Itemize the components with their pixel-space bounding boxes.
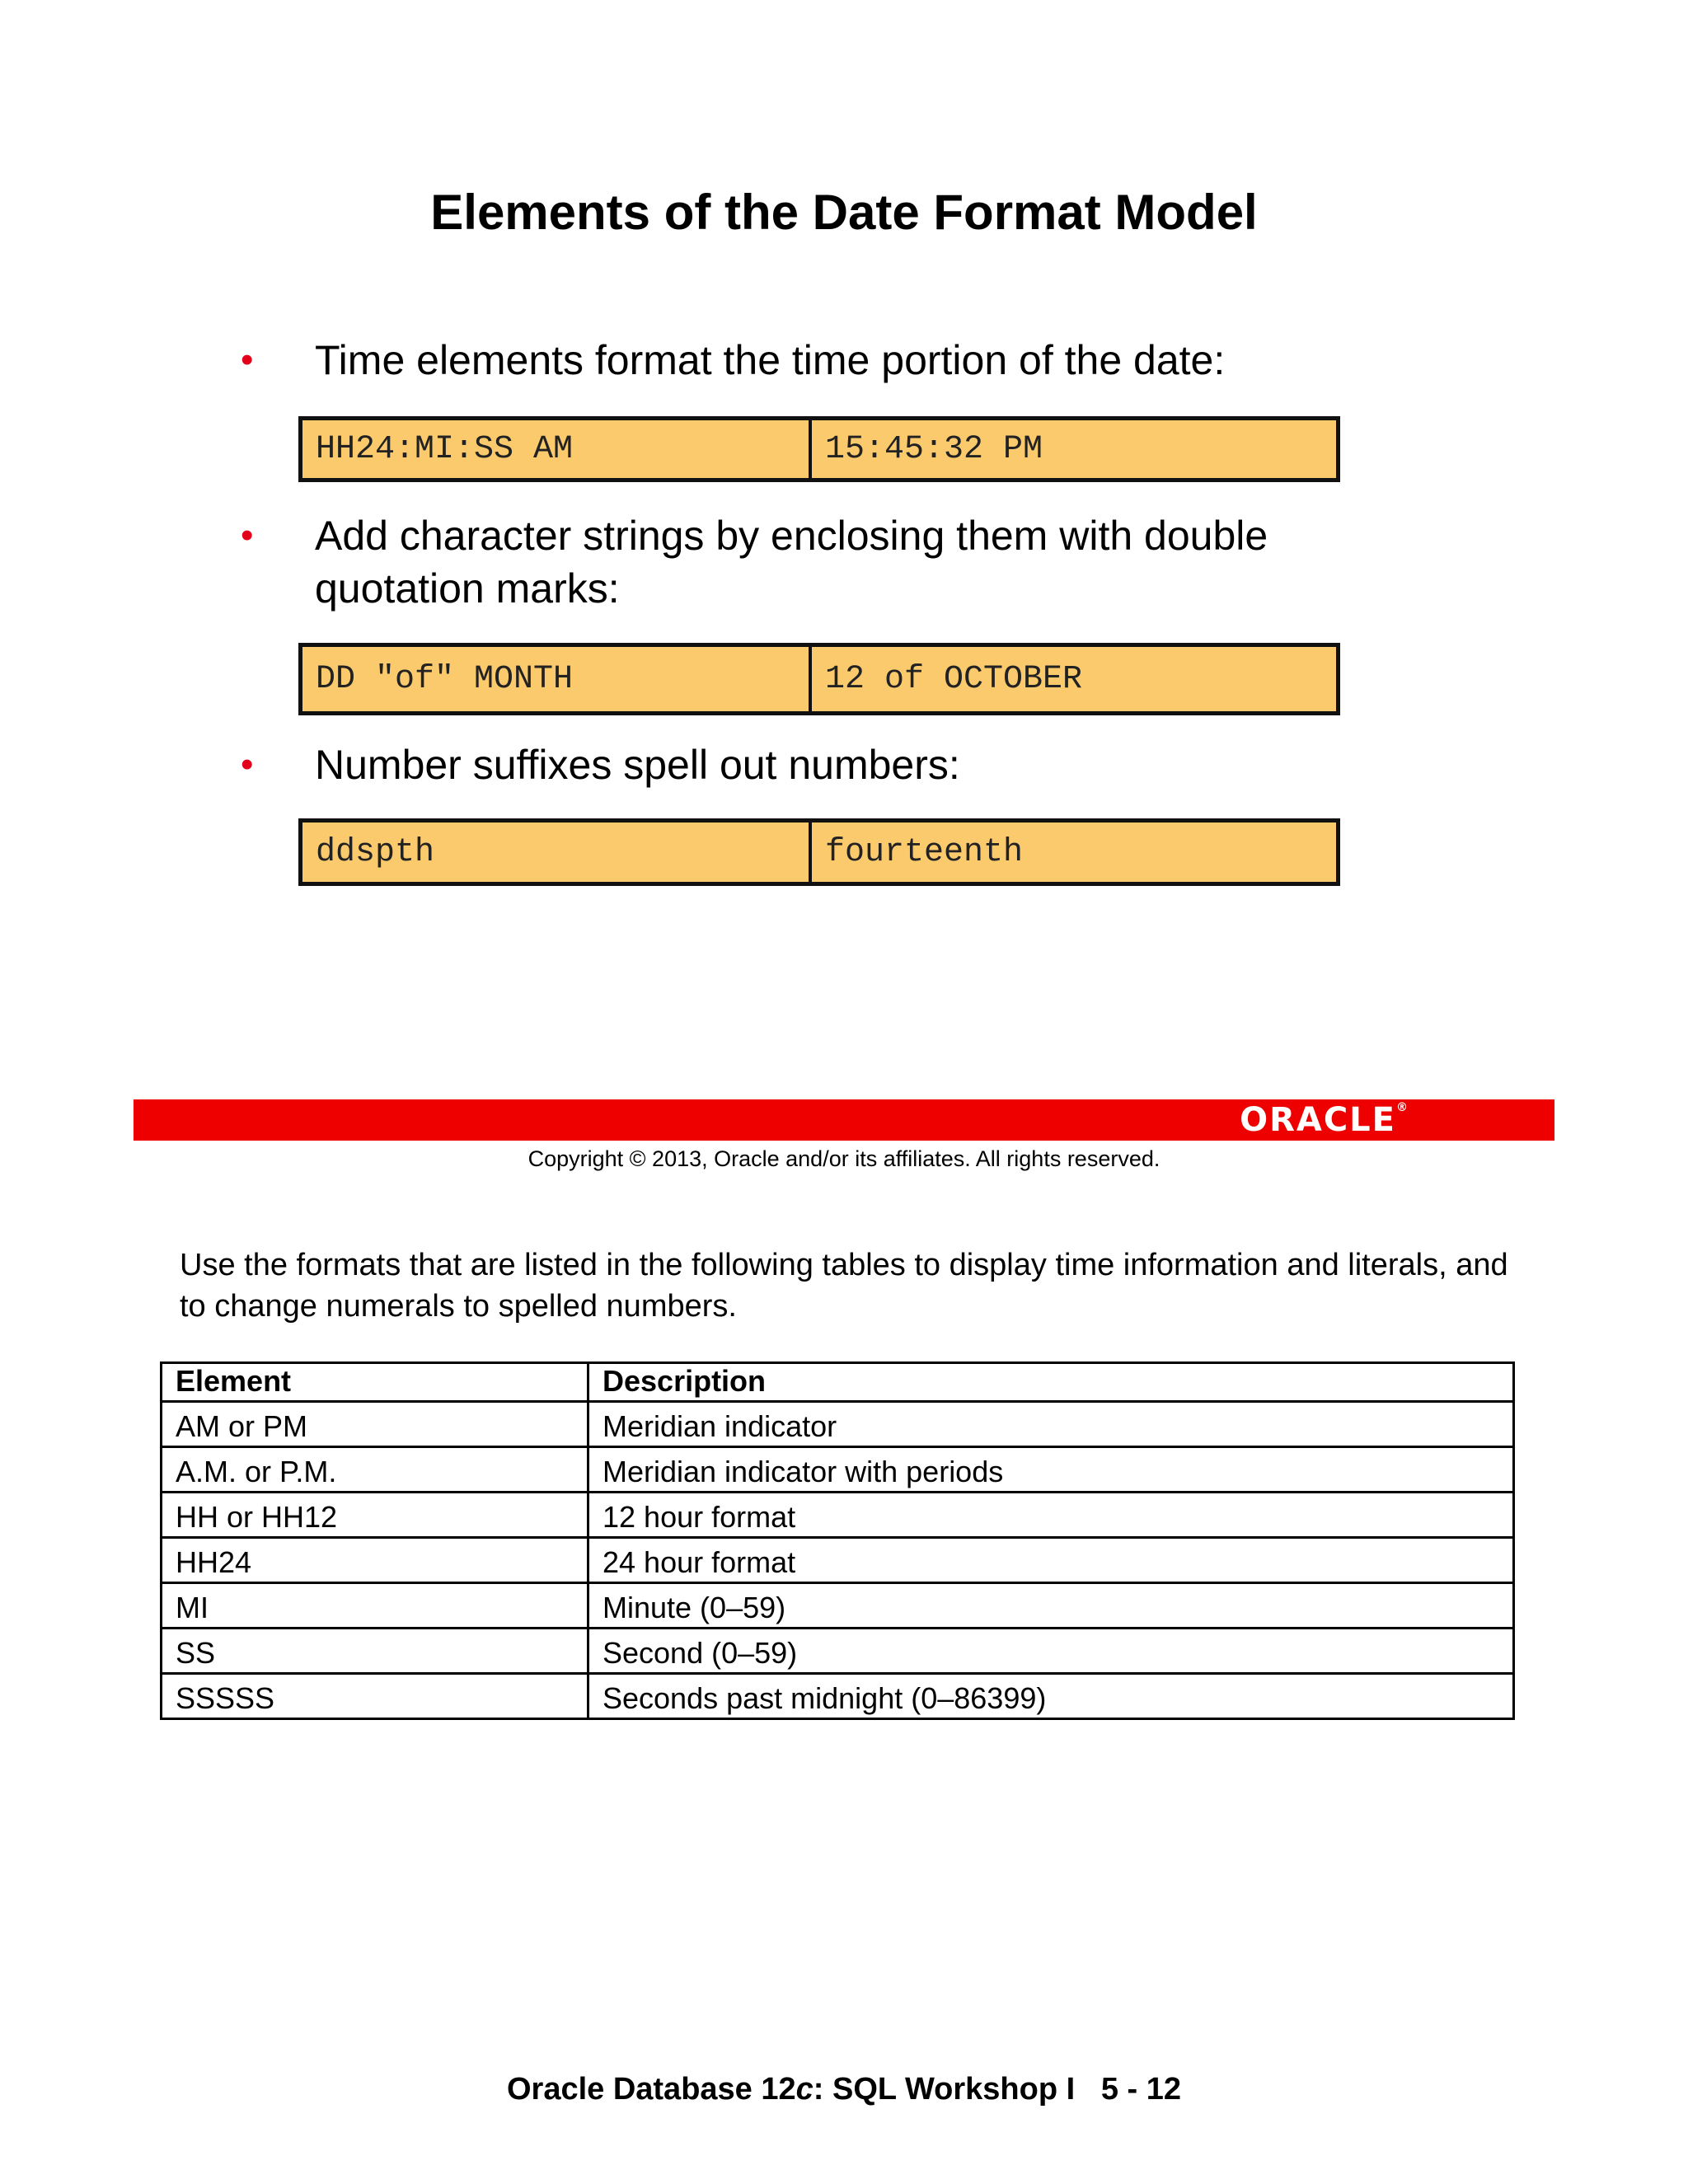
description-cell: 24 hour format	[588, 1538, 1514, 1583]
element-cell: SS	[162, 1629, 588, 1674]
element-cell: HH24	[162, 1538, 588, 1583]
bullet-icon: •	[241, 744, 254, 785]
element-cell: MI	[162, 1583, 588, 1629]
table-row	[162, 1538, 1514, 1583]
bullet-character-strings	[241, 509, 1436, 616]
description-cell: Second (0–59)	[588, 1629, 1514, 1674]
description-cell: Meridian indicator	[588, 1402, 1514, 1447]
code-example-strings	[298, 643, 1340, 715]
slide-title: Elements of the Date Format Model	[430, 185, 1258, 240]
date-elements-table	[160, 1361, 1515, 1720]
bullet-icon: •	[241, 515, 254, 555]
code-result: 12 of OCTOBER	[825, 660, 1083, 698]
element-cell: AM or PM	[162, 1402, 588, 1447]
code-format: HH24:MI:SS AM	[302, 420, 812, 478]
table-row	[162, 1674, 1514, 1719]
bullet-text: Add character strings by enclosing them with double quotation marks:	[315, 513, 1268, 612]
code-result: 15:45:32 PM	[825, 430, 1043, 468]
description-cell: Minute (0–59)	[588, 1583, 1514, 1629]
element-cell: A.M. or P.M.	[162, 1447, 588, 1493]
description-cell: Seconds past midnight (0–86399)	[588, 1674, 1514, 1719]
table-header-row	[162, 1363, 1514, 1402]
code-example-suffix	[298, 818, 1340, 886]
oracle-logo: ORACLE®	[1240, 1101, 1409, 1139]
bullet-icon: •	[241, 340, 254, 380]
code-format: DD "of" MONTH	[302, 647, 812, 711]
bullet-text: Number suffixes spell out numbers:	[315, 742, 960, 788]
table-row	[162, 1583, 1514, 1629]
header-description: Description	[588, 1363, 1514, 1402]
copyright-notice: Copyright © 2013, Oracle and/or its affiliates. All rights reserved.	[528, 1146, 1160, 1171]
element-cell: SSSSS	[162, 1674, 588, 1719]
table-row	[162, 1629, 1514, 1674]
table-row	[162, 1493, 1514, 1538]
footer-suffix: : SQL Workshop I 5 - 12	[813, 2072, 1182, 2107]
description-cell: 12 hour format	[588, 1493, 1514, 1538]
code-example-time	[298, 416, 1340, 482]
oracle-footer-bar	[134, 1099, 1554, 1141]
code-result: fourteenth	[825, 833, 1024, 871]
table-row	[162, 1402, 1514, 1447]
bullet-number-suffixes	[241, 738, 1436, 796]
footer-italic: c	[795, 2072, 814, 2107]
code-format: ddspth	[302, 823, 812, 882]
page-footer	[0, 2072, 1688, 2107]
description-cell: Meridian indicator with periods	[588, 1447, 1514, 1493]
table-row	[162, 1447, 1514, 1493]
element-cell: HH or HH12	[162, 1493, 588, 1538]
footer-prefix: Oracle Database 12	[506, 2072, 796, 2107]
notes-intro: Use the formats that are listed in the following tables to display time information and literals, and to change numerals to spelled numbers.	[180, 1248, 1508, 1324]
bullet-text: Time elements format the time portion of the date:	[315, 337, 1226, 383]
bullet-time-elements	[241, 334, 1436, 391]
header-element: Element	[162, 1363, 588, 1402]
